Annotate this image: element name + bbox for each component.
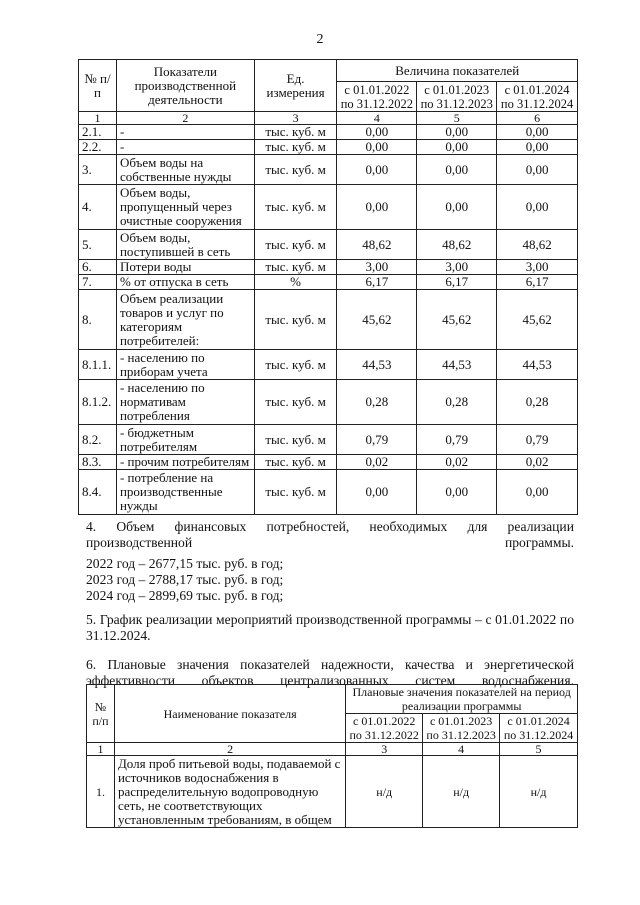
row-value: 0,79 xyxy=(497,425,578,455)
table-row xyxy=(79,290,578,350)
table-row xyxy=(79,260,578,275)
header-indicator: Показатели производственной деятельности xyxy=(116,60,254,112)
row-unit: тыс. куб. м xyxy=(254,260,337,275)
section-5-text: 5. График реализации мероприятий производственной программы – с 01.01.2022 по 31.12.2024. xyxy=(86,612,574,643)
row-unit: тыс. куб. м xyxy=(254,350,337,380)
row-value: 48,62 xyxy=(497,230,578,260)
row-value: 0,00 xyxy=(497,470,578,515)
row-value: 44,53 xyxy=(497,350,578,380)
row-unit: тыс. куб. м xyxy=(254,455,337,470)
table-row xyxy=(79,230,578,260)
row-indicator: - населению по нормативам потребления xyxy=(116,380,254,425)
row-indicator: - xyxy=(116,125,254,140)
row-number: 7. xyxy=(79,275,117,290)
row-value: н/д xyxy=(500,756,578,828)
row-number: 4. xyxy=(79,185,117,230)
section-4-line-2022: 2022 год – 2677,15 тыс. руб. в год; xyxy=(86,556,284,571)
table-row xyxy=(79,140,578,155)
row-value: 0,00 xyxy=(497,155,578,185)
row-unit: тыс. куб. м xyxy=(254,185,337,230)
col-number: 1 xyxy=(87,743,115,756)
row-value: 45,62 xyxy=(337,290,417,350)
header-unit: Ед. измерения xyxy=(254,60,337,112)
table-row xyxy=(79,470,578,515)
row-indicator: Объем реализации товаров и услуг по категориям потребителей: xyxy=(116,290,254,350)
col-number: 2 xyxy=(116,112,254,125)
row-value: 0,00 xyxy=(417,155,497,185)
table-body xyxy=(79,125,578,515)
row-indicator: % от отпуска в сеть xyxy=(116,275,254,290)
row-value: 0,00 xyxy=(337,470,417,515)
row-value: 44,53 xyxy=(337,350,417,380)
row-number: 8.2. xyxy=(79,425,117,455)
row-unit: тыс. куб. м xyxy=(254,125,337,140)
table-row xyxy=(79,185,578,230)
section-6-text: 6. Плановые значения показателей надежности, качества и энергетической эффективности объектов централизованных систем водоснабжения. xyxy=(86,657,574,688)
row-number: 1. xyxy=(87,756,115,828)
col-number: 5 xyxy=(417,112,497,125)
col-number: 1 xyxy=(79,112,117,125)
row-indicator: - населению по приборам учета xyxy=(116,350,254,380)
row-unit: тыс. куб. м xyxy=(254,290,337,350)
header-group: Величина показателей xyxy=(337,60,578,82)
header-period: с 01.01.2022 по 31.12.2022 xyxy=(337,82,417,112)
table-row xyxy=(87,756,578,828)
row-value: н/д xyxy=(423,756,500,828)
row-value: 0,02 xyxy=(497,455,578,470)
row-value: 0,00 xyxy=(337,140,417,155)
header-num: № п/п xyxy=(79,60,117,112)
reliability-indicators-table xyxy=(86,684,578,828)
row-value: 45,62 xyxy=(417,290,497,350)
production-indicators-table xyxy=(78,59,578,515)
table-row xyxy=(79,275,578,290)
row-number: 8. xyxy=(79,290,117,350)
row-value: н/д xyxy=(346,756,423,828)
row-value: 0,28 xyxy=(337,380,417,425)
row-unit: % xyxy=(254,275,337,290)
row-value: 0,00 xyxy=(497,125,578,140)
col-number: 4 xyxy=(337,112,417,125)
row-number: 2.2. xyxy=(79,140,117,155)
row-unit: тыс. куб. м xyxy=(254,140,337,155)
column-numbers-row xyxy=(79,112,578,125)
row-value: 3,00 xyxy=(417,260,497,275)
row-indicator: - xyxy=(116,140,254,155)
header-period: с 01.01.2024 по 31.12.2024 xyxy=(497,82,578,112)
table-row xyxy=(79,155,578,185)
row-number: 2.1. xyxy=(79,125,117,140)
header-num: № п/п xyxy=(87,685,115,743)
row-value: 6,17 xyxy=(497,275,578,290)
table-row xyxy=(79,380,578,425)
section-4-line-2023: 2023 год – 2788,17 тыс. руб. в год; xyxy=(86,572,284,587)
col-number: 2 xyxy=(114,743,345,756)
row-indicator: - потребление на производственные нужды xyxy=(116,470,254,515)
row-value: 0,00 xyxy=(417,185,497,230)
header-group: Плановые значения показателей на период реализации программы xyxy=(346,685,578,714)
header-period: с 01.01.2023 по 31.12.2023 xyxy=(417,82,497,112)
table-row xyxy=(79,455,578,470)
row-value: 6,17 xyxy=(417,275,497,290)
row-value: 0,28 xyxy=(417,380,497,425)
row-unit: тыс. куб. м xyxy=(254,230,337,260)
row-indicator: Потери воды xyxy=(116,260,254,275)
row-value: 48,62 xyxy=(417,230,497,260)
table-header-row xyxy=(79,60,578,82)
header-period: с 01.01.2023 по 31.12.2023 xyxy=(423,714,500,743)
section-4-line-2024: 2024 год – 2899,69 тыс. руб. в год; xyxy=(86,588,284,603)
row-number: 3. xyxy=(79,155,117,185)
row-value: 0,00 xyxy=(497,140,578,155)
row-unit: тыс. куб. м xyxy=(254,155,337,185)
row-indicator: Объем воды, пропущенный через очистные сооружения xyxy=(116,185,254,230)
row-value: 0,28 xyxy=(497,380,578,425)
row-value: 0,00 xyxy=(497,185,578,230)
row-number: 5. xyxy=(79,230,117,260)
row-indicator: Объем воды, поступившей в сеть xyxy=(116,230,254,260)
table-body xyxy=(87,756,578,828)
row-value: 0,00 xyxy=(337,155,417,185)
row-value: 0,79 xyxy=(417,425,497,455)
col-number: 5 xyxy=(500,743,578,756)
col-number: 6 xyxy=(497,112,578,125)
header-name: Наименование показателя xyxy=(114,685,345,743)
row-value: 0,00 xyxy=(337,185,417,230)
row-unit: тыс. куб. м xyxy=(254,380,337,425)
header-period: с 01.01.2022 по 31.12.2022 xyxy=(346,714,423,743)
row-value: 0,00 xyxy=(337,125,417,140)
col-number: 3 xyxy=(254,112,337,125)
row-value: 0,02 xyxy=(417,455,497,470)
row-unit: тыс. куб. м xyxy=(254,425,337,455)
table-header-row xyxy=(87,685,578,714)
header-period: с 01.01.2024 по 31.12.2024 xyxy=(500,714,578,743)
table-row xyxy=(79,350,578,380)
row-value: 3,00 xyxy=(497,260,578,275)
row-number: 6. xyxy=(79,260,117,275)
row-value: 0,00 xyxy=(417,470,497,515)
row-indicator: - бюджетным потребителям xyxy=(116,425,254,455)
row-number: 8.1.2. xyxy=(79,380,117,425)
row-value: 3,00 xyxy=(337,260,417,275)
row-value: 0,02 xyxy=(337,455,417,470)
row-value: 0,00 xyxy=(417,125,497,140)
col-number: 4 xyxy=(423,743,500,756)
row-unit: тыс. куб. м xyxy=(254,470,337,515)
row-value: 44,53 xyxy=(417,350,497,380)
row-indicator: Объем воды на собственные нужды xyxy=(116,155,254,185)
table-row xyxy=(79,125,578,140)
row-value: 6,17 xyxy=(337,275,417,290)
table-row xyxy=(79,425,578,455)
column-numbers-row xyxy=(87,743,578,756)
section-4-text: 4. Объем финансовых потребностей, необходимых для реализации производственной программы. xyxy=(86,519,574,550)
row-indicator: Доля проб питьевой воды, подаваемой с источников водоснабжения в распределительную водопроводную сеть, не соответствующих установленным требованиям, в общем xyxy=(114,756,345,828)
row-indicator: - прочим потребителям xyxy=(116,455,254,470)
row-number: 8.1.1. xyxy=(79,350,117,380)
row-number: 8.4. xyxy=(79,470,117,515)
row-value: 0,00 xyxy=(417,140,497,155)
row-number: 8.3. xyxy=(79,455,117,470)
row-value: 0,79 xyxy=(337,425,417,455)
page-number: 2 xyxy=(316,32,324,47)
col-number: 3 xyxy=(346,743,423,756)
row-value: 45,62 xyxy=(497,290,578,350)
row-value: 48,62 xyxy=(337,230,417,260)
